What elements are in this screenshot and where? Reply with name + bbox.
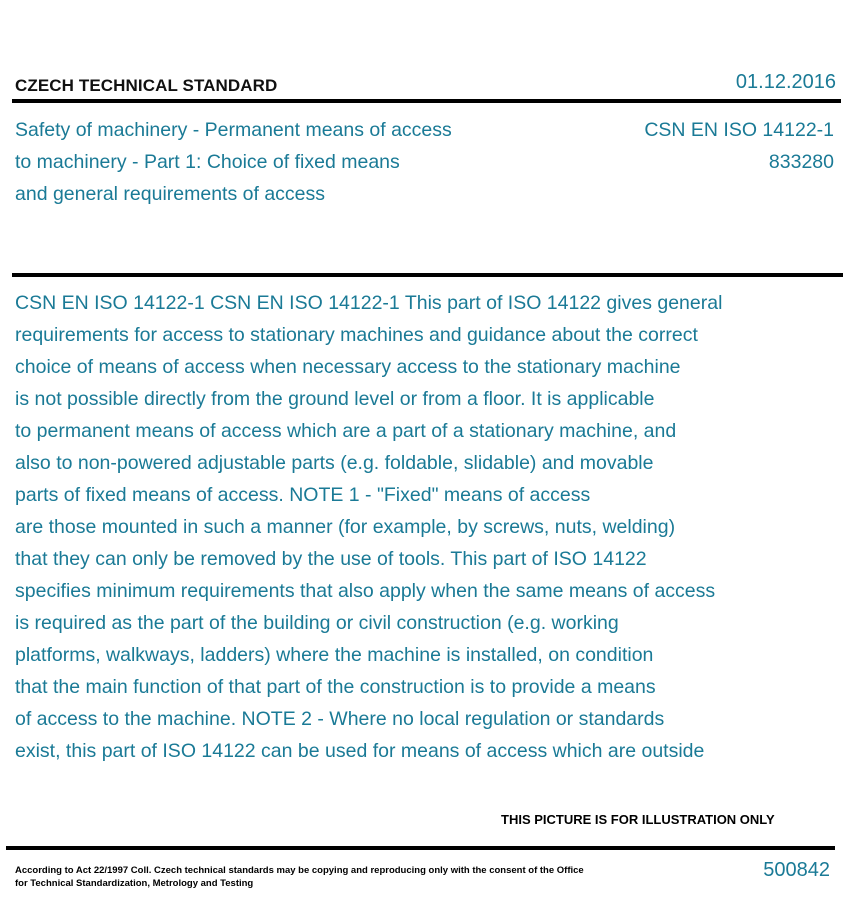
- abstract-line: exist, this part of ISO 14122 can be used for means of access which are outside: [15, 740, 705, 762]
- header-divider: [12, 99, 841, 103]
- legal-line: According to Act 22/1997 Coll. Czech technical standards may be copying and reproducing only with the consent of the Office: [15, 865, 584, 876]
- abstract-line: to permanent means of access which are a part of a stationary machine, and: [15, 420, 677, 442]
- publication-date: 01.12.2016: [735, 71, 836, 93]
- standard-code: CSN EN ISO 14122-1: [644, 119, 834, 141]
- abstract-line: specifies minimum requirements that also apply when the same means of access: [15, 580, 716, 602]
- standard-type-label: CZECH TECHNICAL STANDARD: [15, 76, 278, 95]
- abstract-line: that they can only be removed by the use of tools. This part of ISO 14122: [15, 548, 647, 570]
- abstract-line: of access to the machine. NOTE 2 - Where no local regulation or standards: [15, 708, 665, 730]
- abstract-line: parts of fixed means of access. NOTE 1 - "Fixed" means of access: [15, 484, 591, 506]
- abstract-line: is required as the part of the building or civil construction (e.g. working: [15, 612, 619, 634]
- standard-identifier: [644, 114, 834, 178]
- standard-number: 833280: [768, 151, 834, 173]
- title-line: Safety of machinery - Permanent means of access: [15, 119, 452, 141]
- abstract-line: platforms, walkways, ladders) where the machine is installed, on condition: [15, 644, 654, 666]
- footer-divider: [6, 846, 835, 850]
- standard-title: [15, 114, 535, 210]
- abstract-line: are those mounted in such a manner (for example, by screws, nuts, welding): [15, 516, 676, 538]
- abstract-line: CSN EN ISO 14122-1 CSN EN ISO 14122-1 This part of ISO 14122 gives general: [15, 292, 723, 314]
- illustration-note: THIS PICTURE IS FOR ILLUSTRATION ONLY: [501, 812, 775, 827]
- document-number: 500842: [763, 859, 830, 881]
- abstract-line: is not possible directly from the ground level or from a floor. It is applicable: [15, 388, 655, 410]
- standard-abstract: [15, 287, 855, 767]
- legal-notice: [15, 865, 615, 890]
- title-line: and general requirements of access: [15, 183, 326, 205]
- title-line: to machinery - Part 1: Choice of fixed means: [15, 151, 400, 173]
- title-divider: [12, 273, 843, 277]
- abstract-line: also to non-powered adjustable parts (e.g. foldable, slidable) and movable: [15, 452, 654, 474]
- abstract-line: choice of means of access when necessary access to the stationary machine: [15, 356, 681, 378]
- legal-line: for Technical Standardization, Metrology and Testing: [15, 877, 254, 889]
- abstract-line: that the main function of that part of the construction is to provide a means: [15, 676, 656, 698]
- abstract-line: requirements for access to stationary machines and guidance about the correct: [15, 324, 698, 346]
